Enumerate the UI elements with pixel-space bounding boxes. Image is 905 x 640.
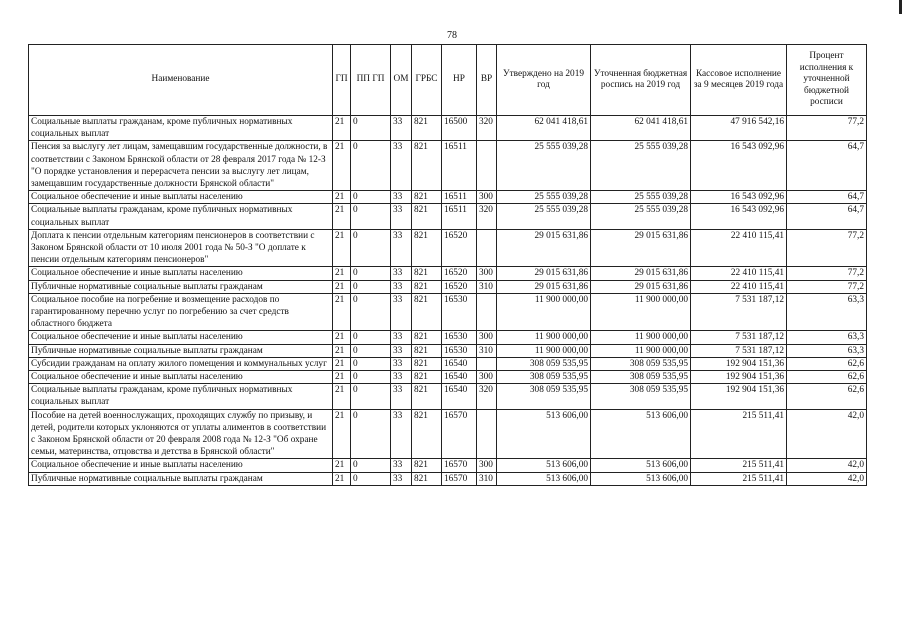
cell-cash: 22 410 115,41 xyxy=(691,267,787,280)
cell-vr: 310 xyxy=(477,344,497,357)
cell-vr: 320 xyxy=(477,116,497,141)
cell-ppgp: 0 xyxy=(351,472,391,485)
cell-om: 33 xyxy=(391,293,412,331)
cell-om: 33 xyxy=(391,141,412,191)
cell-refined: 29 015 631,86 xyxy=(591,229,691,267)
cell-np: 16540 xyxy=(442,371,477,384)
cell-ppgp: 0 xyxy=(351,459,391,472)
cell-cash: 215 511,41 xyxy=(691,409,787,459)
cell-refined: 25 555 039,28 xyxy=(591,141,691,191)
cell-vr xyxy=(477,409,497,459)
cell-percent: 62,6 xyxy=(787,357,867,370)
cell-cash: 22 410 115,41 xyxy=(691,280,787,293)
cell-gp: 21 xyxy=(333,344,351,357)
cell-percent: 42,0 xyxy=(787,409,867,459)
cell-vr: 320 xyxy=(477,384,497,409)
header-percent: Процент исполнения к уточненной бюджетной росписи xyxy=(787,45,867,116)
cell-approved: 308 059 535,95 xyxy=(497,357,591,370)
cell-gp: 21 xyxy=(333,409,351,459)
cell-gp: 21 xyxy=(333,229,351,267)
cell-refined: 25 555 039,28 xyxy=(591,191,691,204)
cell-name: Социальное обеспечение и иные выплаты населению xyxy=(29,191,333,204)
cell-percent: 62,6 xyxy=(787,384,867,409)
cell-cash: 16 543 092,96 xyxy=(691,204,787,229)
table-row xyxy=(29,409,867,459)
cell-ppgp: 0 xyxy=(351,384,391,409)
cell-name: Социальное обеспечение и иные выплаты населению xyxy=(29,459,333,472)
table-row xyxy=(29,293,867,331)
cell-ppgp: 0 xyxy=(351,141,391,191)
cell-name: Доплата к пенсии отдельным категориям пенсионеров в соответствии с Законом Брянской области от 10 июля 2001 года № 50-З "О доплате к пенсии отдельным категориям пенсионеров" xyxy=(29,229,333,267)
cell-approved: 308 059 535,95 xyxy=(497,371,591,384)
cell-approved: 513 606,00 xyxy=(497,459,591,472)
header-vr: ВР xyxy=(477,45,497,116)
cell-ppgp: 0 xyxy=(351,204,391,229)
header-gp: ГП xyxy=(333,45,351,116)
cell-np: 16511 xyxy=(442,191,477,204)
cell-gp: 21 xyxy=(333,191,351,204)
cell-grbs: 821 xyxy=(412,141,442,191)
cell-np: 16570 xyxy=(442,472,477,485)
cell-grbs: 821 xyxy=(412,116,442,141)
header-refined: Уточненная бюджетная роспись на 2019 год xyxy=(591,45,691,116)
cell-refined: 308 059 535,95 xyxy=(591,384,691,409)
cell-ppgp: 0 xyxy=(351,371,391,384)
cell-vr: 300 xyxy=(477,331,497,344)
cell-approved: 11 900 000,00 xyxy=(497,331,591,344)
cell-np: 16520 xyxy=(442,229,477,267)
cell-np: 16540 xyxy=(442,357,477,370)
cell-grbs: 821 xyxy=(412,331,442,344)
cell-np: 16530 xyxy=(442,331,477,344)
header-ppgp: ПП ГП xyxy=(351,45,391,116)
cell-om: 33 xyxy=(391,229,412,267)
cell-grbs: 821 xyxy=(412,472,442,485)
cell-cash: 192 904 151,36 xyxy=(691,371,787,384)
cell-ppgp: 0 xyxy=(351,331,391,344)
cell-om: 33 xyxy=(391,267,412,280)
cell-om: 33 xyxy=(391,472,412,485)
cell-cash: 47 916 542,16 xyxy=(691,116,787,141)
header-om: ОМ xyxy=(391,45,412,116)
table-row xyxy=(29,204,867,229)
cell-cash: 215 511,41 xyxy=(691,472,787,485)
table-row xyxy=(29,331,867,344)
cell-np: 16570 xyxy=(442,409,477,459)
cell-gp: 21 xyxy=(333,116,351,141)
cell-om: 33 xyxy=(391,371,412,384)
cell-vr xyxy=(477,293,497,331)
cell-ppgp: 0 xyxy=(351,344,391,357)
cell-name: Социальные выплаты гражданам, кроме публичных нормативных социальных выплат xyxy=(29,204,333,229)
cell-grbs: 821 xyxy=(412,204,442,229)
cell-percent: 77,2 xyxy=(787,280,867,293)
cell-gp: 21 xyxy=(333,472,351,485)
table-row xyxy=(29,472,867,485)
cell-ppgp: 0 xyxy=(351,357,391,370)
cell-refined: 11 900 000,00 xyxy=(591,293,691,331)
cell-approved: 29 015 631,86 xyxy=(497,280,591,293)
cell-approved: 29 015 631,86 xyxy=(497,229,591,267)
cell-grbs: 821 xyxy=(412,409,442,459)
cell-approved: 29 015 631,86 xyxy=(497,267,591,280)
cell-name: Социальные выплаты гражданам, кроме публичных нормативных социальных выплат xyxy=(29,384,333,409)
cell-cash: 22 410 115,41 xyxy=(691,229,787,267)
cell-percent: 63,3 xyxy=(787,331,867,344)
table-row xyxy=(29,344,867,357)
cell-gp: 21 xyxy=(333,267,351,280)
cell-cash: 215 511,41 xyxy=(691,459,787,472)
cell-name: Пенсия за выслугу лет лицам, замещавшим государственные должности, в соответствии с Законом Брянской области от 28 февраля 2017 года № 12-З "О порядке установления и перерасчета пенсии за выслугу лет лицам, замещавшим государственные должности Брянской области" xyxy=(29,141,333,191)
table-body xyxy=(29,116,867,486)
cell-ppgp: 0 xyxy=(351,409,391,459)
table-row xyxy=(29,357,867,370)
cell-grbs: 821 xyxy=(412,357,442,370)
cell-percent: 77,2 xyxy=(787,229,867,267)
cell-grbs: 821 xyxy=(412,267,442,280)
cell-ppgp: 0 xyxy=(351,293,391,331)
budget-execution-table xyxy=(28,44,867,486)
cell-grbs: 821 xyxy=(412,191,442,204)
cell-np: 16530 xyxy=(442,344,477,357)
cell-om: 33 xyxy=(391,357,412,370)
cell-name: Социальное обеспечение и иные выплаты населению xyxy=(29,267,333,280)
cell-cash: 7 531 187,12 xyxy=(691,331,787,344)
cell-om: 33 xyxy=(391,116,412,141)
table-row xyxy=(29,229,867,267)
cell-np: 16520 xyxy=(442,267,477,280)
table-row xyxy=(29,371,867,384)
cell-name: Социальные выплаты гражданам, кроме публичных нормативных социальных выплат xyxy=(29,116,333,141)
page-number: 78 xyxy=(447,30,457,41)
cell-refined: 308 059 535,95 xyxy=(591,357,691,370)
cell-refined: 513 606,00 xyxy=(591,472,691,485)
cell-percent: 63,3 xyxy=(787,293,867,331)
cell-name: Пособие на детей военнослужащих, проходящих службу по призыву, и детей, родители которых уклоняются от уплаты алиментов в соответствии с Законом Брянской области от 20 февраля 2008 года № 12-З "Об охране семьи, материнства, отцовства и детства в Брянской области" xyxy=(29,409,333,459)
cell-np: 16530 xyxy=(442,293,477,331)
cell-approved: 25 555 039,28 xyxy=(497,191,591,204)
cell-ppgp: 0 xyxy=(351,280,391,293)
cell-grbs: 821 xyxy=(412,344,442,357)
cell-gp: 21 xyxy=(333,141,351,191)
cell-gp: 21 xyxy=(333,331,351,344)
cell-cash: 7 531 187,12 xyxy=(691,344,787,357)
cell-name: Социальное обеспечение и иные выплаты населению xyxy=(29,371,333,384)
cell-refined: 11 900 000,00 xyxy=(591,344,691,357)
cell-np: 16500 xyxy=(442,116,477,141)
cell-vr: 320 xyxy=(477,204,497,229)
cell-np: 16540 xyxy=(442,384,477,409)
cell-refined: 11 900 000,00 xyxy=(591,331,691,344)
cell-refined: 62 041 418,61 xyxy=(591,116,691,141)
cell-om: 33 xyxy=(391,344,412,357)
cell-cash: 192 904 151,36 xyxy=(691,357,787,370)
cell-vr: 300 xyxy=(477,191,497,204)
cell-refined: 29 015 631,86 xyxy=(591,280,691,293)
cell-grbs: 821 xyxy=(412,459,442,472)
cell-om: 33 xyxy=(391,280,412,293)
cell-om: 33 xyxy=(391,384,412,409)
cell-approved: 513 606,00 xyxy=(497,472,591,485)
cell-gp: 21 xyxy=(333,371,351,384)
table-row xyxy=(29,116,867,141)
cell-np: 16511 xyxy=(442,141,477,191)
cell-percent: 77,2 xyxy=(787,116,867,141)
cell-name: Социальное обеспечение и иные выплаты населению xyxy=(29,331,333,344)
table-row xyxy=(29,459,867,472)
cell-vr: 300 xyxy=(477,459,497,472)
cell-gp: 21 xyxy=(333,459,351,472)
cell-vr xyxy=(477,229,497,267)
cell-approved: 62 041 418,61 xyxy=(497,116,591,141)
header-grbs: ГРБС xyxy=(412,45,442,116)
cell-percent: 64,7 xyxy=(787,204,867,229)
cell-percent: 63,3 xyxy=(787,344,867,357)
cell-refined: 513 606,00 xyxy=(591,409,691,459)
cell-vr: 300 xyxy=(477,267,497,280)
cell-name: Публичные нормативные социальные выплаты гражданам xyxy=(29,344,333,357)
cell-name: Субсидии гражданам на оплату жилого помещения и коммунальных услуг xyxy=(29,357,333,370)
cell-percent: 62,6 xyxy=(787,371,867,384)
cell-approved: 25 555 039,28 xyxy=(497,141,591,191)
cell-grbs: 821 xyxy=(412,293,442,331)
cell-vr xyxy=(477,357,497,370)
cell-ppgp: 0 xyxy=(351,267,391,280)
header-cash: Кассовое исполнение за 9 месяцев 2019 года xyxy=(691,45,787,116)
cell-om: 33 xyxy=(391,191,412,204)
cell-refined: 513 606,00 xyxy=(591,459,691,472)
cell-vr: 300 xyxy=(477,371,497,384)
cell-grbs: 821 xyxy=(412,229,442,267)
cell-vr xyxy=(477,141,497,191)
cell-cash: 192 904 151,36 xyxy=(691,384,787,409)
cell-name: Публичные нормативные социальные выплаты гражданам xyxy=(29,472,333,485)
cell-refined: 29 015 631,86 xyxy=(591,267,691,280)
cell-refined: 308 059 535,95 xyxy=(591,371,691,384)
cell-cash: 16 543 092,96 xyxy=(691,141,787,191)
cell-om: 33 xyxy=(391,459,412,472)
header-name: Наименование xyxy=(29,45,333,116)
cell-percent: 77,2 xyxy=(787,267,867,280)
cell-grbs: 821 xyxy=(412,371,442,384)
cell-grbs: 821 xyxy=(412,280,442,293)
cell-np: 16511 xyxy=(442,204,477,229)
cell-np: 16520 xyxy=(442,280,477,293)
cell-cash: 7 531 187,12 xyxy=(691,293,787,331)
cell-om: 33 xyxy=(391,409,412,459)
table-header-row xyxy=(29,45,867,116)
cell-vr: 310 xyxy=(477,472,497,485)
cell-percent: 42,0 xyxy=(787,472,867,485)
cell-cash: 16 543 092,96 xyxy=(691,191,787,204)
scan-edge-mark xyxy=(899,0,902,14)
cell-approved: 11 900 000,00 xyxy=(497,344,591,357)
cell-om: 33 xyxy=(391,204,412,229)
cell-gp: 21 xyxy=(333,280,351,293)
table-row xyxy=(29,267,867,280)
cell-approved: 11 900 000,00 xyxy=(497,293,591,331)
table-row xyxy=(29,280,867,293)
cell-grbs: 821 xyxy=(412,384,442,409)
cell-ppgp: 0 xyxy=(351,191,391,204)
header-np: НР xyxy=(442,45,477,116)
cell-vr: 310 xyxy=(477,280,497,293)
table-row xyxy=(29,191,867,204)
cell-refined: 25 555 039,28 xyxy=(591,204,691,229)
cell-name: Публичные нормативные социальные выплаты гражданам xyxy=(29,280,333,293)
table-row xyxy=(29,384,867,409)
table-row xyxy=(29,141,867,191)
cell-percent: 42,0 xyxy=(787,459,867,472)
cell-approved: 25 555 039,28 xyxy=(497,204,591,229)
cell-ppgp: 0 xyxy=(351,116,391,141)
cell-percent: 64,7 xyxy=(787,141,867,191)
cell-gp: 21 xyxy=(333,204,351,229)
cell-np: 16570 xyxy=(442,459,477,472)
cell-om: 33 xyxy=(391,331,412,344)
cell-name: Социальное пособие на погребение и возмещение расходов по гарантированному перечню услуг по погребению за счет средств областного бюджета xyxy=(29,293,333,331)
cell-gp: 21 xyxy=(333,293,351,331)
cell-approved: 513 606,00 xyxy=(497,409,591,459)
cell-ppgp: 0 xyxy=(351,229,391,267)
cell-percent: 64,7 xyxy=(787,191,867,204)
cell-gp: 21 xyxy=(333,357,351,370)
cell-approved: 308 059 535,95 xyxy=(497,384,591,409)
header-approved: Утверждено на 2019 год xyxy=(497,45,591,116)
cell-gp: 21 xyxy=(333,384,351,409)
